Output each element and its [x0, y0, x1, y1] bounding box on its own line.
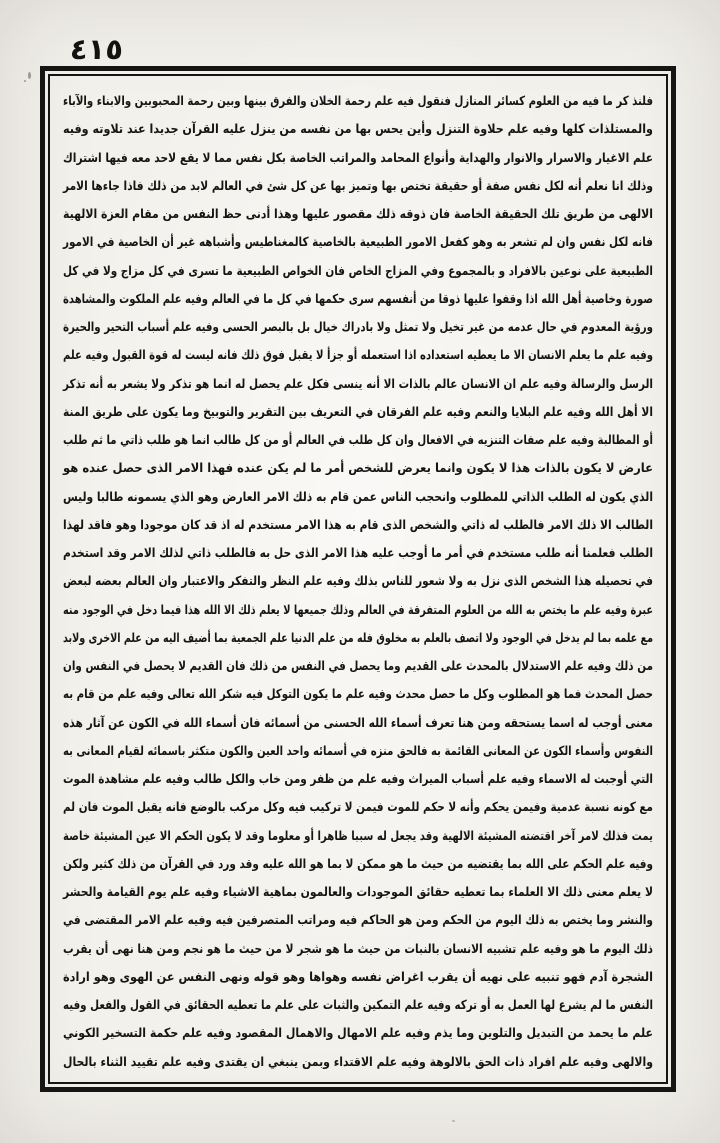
text-line: معنى أوجب له اسما يستحقه ومن هنا تعرف أسماء الله الحسنى من أسمائه فان أسماء الله في الكون عن آثار هذه	[63, 714, 654, 730]
text-line: والنشر وما يختص به ذلك اليوم من الحكم ومن هو الحاكم فيه ومراتب المتصرفين فيه وفيه علم الامر المقتضى في	[63, 912, 654, 928]
scan-speckle	[28, 72, 31, 79]
text-line: مع علمه بما لم يدخل في الوجود ولا اتصف بالعلم به مخلوق فله من علم الدنيا علم الجمعية بما أضيف اليه من علم الاخرى ولابد	[62, 629, 653, 645]
text-line: النفس ما لم يشرع لها العمل به أو تركه وفيه علم التمكين والثبات على علم ما تعطيه الحقائق في القول والفعل وفيه	[62, 997, 653, 1012]
text-line: من ذلك وفيه علم الاستدلال بالمحدث على القديم وما يحصل في النفس من ذلك فان القديم لا يحصل في النفس وان	[63, 658, 654, 673]
page-frame	[40, 66, 676, 1092]
text-line: الذي يكون له الطلب الذاتي للمطلوب وانحجب الناس عمن قام به ذلك الامر العارض وهو الذي يسمونه طالبا وليس	[62, 488, 653, 504]
scan-speckle	[24, 80, 26, 82]
text-line: لا يعلم معنى ذلك الا العلماء بما تعطيه حقائق الموجودات والعالمون بماهية الاشياء وفيه علم يوم القيامة والحشر	[63, 884, 653, 899]
text-line: مع كونه نسبة عدمية وفيمن يحكم وأنه لا حكم للموت فيمن لا تركيب فيه وكل مركب بالوضع فانه يقبل الموت فان لم	[63, 799, 653, 815]
text-line: الا أهل الله وفيه علم البلايا والنعم وفيه علم الفرقان في التعريف بين التقرير والتوبيخ وما يكون على طريق المنة	[63, 403, 654, 419]
text-line: صورة وخاصية أهل الله اذا وقفوا عليها ذوقا من أنفسهم سرى حكمها في كل ما في العالم وفيه علم الملكوت والمشاهدة	[63, 290, 654, 306]
text-line: النفوس وأسماء الكون عن المعانى القائمة به فالحق منزه في أسمائه واحد العين والكون متكثر باسمائه لقيام المعانى به	[63, 742, 654, 758]
text-line: الرسل والرسالة وفيه علم ان الانسان عالم بالذات الا أنه ينسى فكل علم يحصل له انما هو تذكر ولا يشعر به أنه تذكر	[63, 375, 654, 391]
text-line: في تحصيله هذا الشخص الذى نزل به ولا شعور للناس بذلك وفيه علم النظر والتفكر والاعتبار وان العالم بعضه لبعض	[63, 573, 654, 589]
text-line: وفيه علم الحكم على الله بما يقتضيه من حيث ما هو ممكن لا بما هو الله عليه وقد ورد في القرآن من ذلك كثير ولكن	[62, 855, 653, 871]
text-line: حصل المحدث فما هو المطلوب وكل ما حصل محدث وفيه علم ما يكون التوكل فيه شكر الله تعالى وفيه علم من قام به	[63, 686, 654, 702]
text-line: التي أوجبت له الاسماء وفيه علم أسباب الميراث وفيه علم من ظفر ومن خاب والكل طالب وفيه علم مشاهدة الموت	[63, 771, 653, 786]
text-line: علم الاغيار والاسرار والانوار والهداية وأنواع المحامد والمراتب الخاصة بكل نفس مما لا يقع لاحد معه فيها اشتراك	[63, 149, 653, 165]
text-line: الطالب الا ذلك الامر فالطلب له ذاتي والشخص الذى قام به هذا الامر مستخدم له اذ قد كان موجودا وهو فاقد لهذا	[62, 516, 653, 532]
text-line: والمستلذات كلها وفيه علم حلاوة التنزل وأين يحس بها من نفسه من ينزل عليه القرآن جديدا عند تلاوته وفيه	[63, 121, 653, 137]
text-line: عارض لا يكون بالذات هذا لا يكون وانما يعرض للشخص أمر ما لم يكن عنده فهذا الامر الذى حصل عنده هو	[62, 460, 654, 476]
page-frame-inner-rule	[48, 74, 668, 1084]
text-line: ذلك اليوم ما هو وفيه علم تشبيه الانسان بالنبات من حيث ما هو شجر لا من حيث ما هو نجم ومن هنا نهى أن يقرب	[63, 940, 654, 956]
text-line: الطبيعية على نوعين بالافراد و بالمجموع وفي المزاج الخاص فان الخواص الطبيعية ما تسرى في كل مزاج ولا في كل	[63, 262, 654, 278]
text-line: أو المطالبة وفيه علم صفات التنزيه في الافعال وان كل طلب في العالم أو من كل طالب انما هو طلب ذاتي ما ثم طلب	[63, 432, 654, 447]
scan-speckle	[452, 1120, 455, 1122]
text-line: الشجرة آدم فهو تنبيه على نهيه أن يقرب اغراض نفسه وهواها وهو قوله ونهى النفس عن الهوى وهو ارادة	[62, 968, 654, 984]
text-line: عبرة وفيه علم ما يختص به الله من العلوم المتفرقة في العالم وذلك جميعها لا يعلم ذلك الا الله هذا فيما دخل في الوجود منه	[63, 601, 653, 617]
text-line: فلنذ كر ما فيه من العلوم كسائر المنازل فنقول فيه علم رحمة الخلان والفرق بينها وبين رحمة المحبوبين والابناء والآباء	[62, 93, 653, 108]
text-line: الطلب فعلمنا أنه طلب مستخدم في أمر ما أوجب عليه هذا الامر الذى حل به فالطلب ذاتي لذلك الامر وقد استخدم	[62, 545, 653, 560]
text-line: علم ما يحمد من التبديل والتلوين وما يذم وفيه علم الامهال والاهمال المقصود وفيه علم حكمة التسخير الكوني	[63, 1025, 653, 1041]
text-line: فانه لكل نفس وان لم تشعر به وهو كفعل الامور الطبيعية بالخاصية كالمغناطيس وأشباهه غير أن الخاصية في الامور	[62, 234, 653, 250]
text-line: الالهى من طريق تلك الحقيقة الخاصة فان ذوقه ذلك مقصور عليها وهذا أدنى حظ النفس من مقام العزة الالهية	[63, 206, 654, 221]
text-line: ورؤية المعدوم في حال عدمه من غير تخيل ولا تمثل ولا بادراك خيال بل بالبصر الحسى وفيه علم أسباب التحير والحيرة	[63, 319, 653, 334]
text-line: وفيه علم ما يعلم الانسان الا ما يعطيه استعداده اذا استعمله أو جزأ لا يقبل فوق ذلك فانه ليست له قوة القبول وفيه علم	[63, 347, 654, 363]
text-block	[52, 78, 664, 1080]
text-line: يمت فذلك لامر آخر اقتضته المشيئة الالهية وقد يجعل له سببا ظاهرا أو معلوما وقد لا يكون الحكم الا عين المشيئة خاصة	[62, 827, 653, 843]
text-line: وذلك انا نعلم أنه لكل نفس صفة أو حقيقة تختص بها وتميز بها عن كل شئ في العالم لابد من ذلك فاذا جاءها الامر	[63, 177, 653, 193]
text-line: والالهى وفيه علم افراد ذات الحق بالالوهة وفيه علم الاقتداء وبمن ينبغي ان يقتدى وفيه علم تقييد الثناء بالحال	[62, 1053, 653, 1069]
page-number: ٤١٥	[69, 32, 125, 66]
